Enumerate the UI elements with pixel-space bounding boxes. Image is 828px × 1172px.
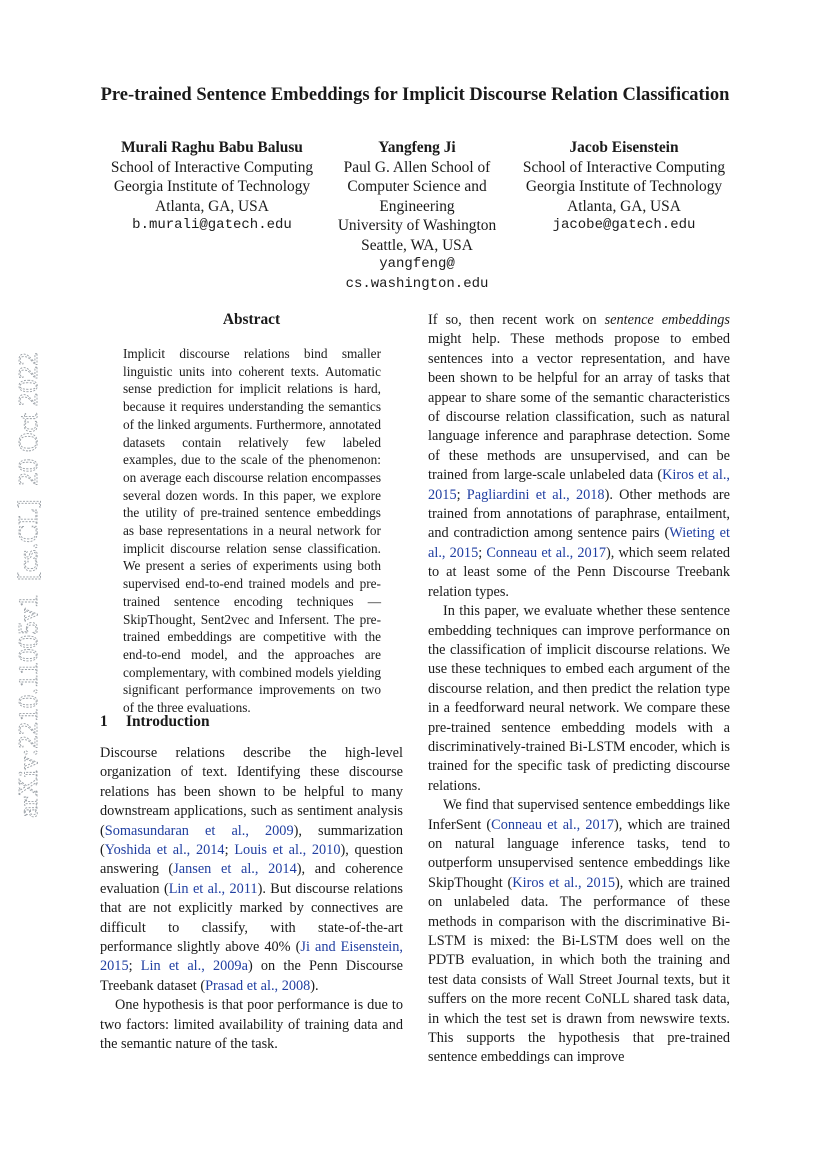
author-affiliation-line: Georgia Institute of Technology bbox=[113, 178, 311, 195]
citation-link[interactable]: Wieting et al., 2015 bbox=[428, 525, 731, 561]
author-name: Yangfeng Ji bbox=[378, 139, 456, 156]
citation-link[interactable]: Jansen et al., 2014 bbox=[173, 861, 297, 878]
text-span: ). Other methods are trained from annotations of paraphrase, entailment, and contradiction among sentence pairs ( bbox=[428, 486, 731, 542]
arxiv-identifier bbox=[2, 340, 50, 830]
text-span: might help. These methods propose to embed sentences into a vector representation, and have been shown to be helpful for an array of tasks that appear to share some of the semantic characteristics of discourse relation classification, such as natural language inference and paraphrase detection. Some of these methods are unsupervised, and can be trained from large-scale unlabeled data ( bbox=[428, 331, 730, 484]
author-name: Murali Raghu Babu Balusu bbox=[121, 139, 303, 156]
paragraph bbox=[428, 796, 730, 1068]
citation-link[interactable]: Conneau et al., 2017 bbox=[486, 544, 606, 561]
paper-title: Pre-trained Sentence Embeddings for Implicit Discourse Relation Classification bbox=[100, 85, 730, 105]
citation-link[interactable]: Lin et al., 2009a bbox=[140, 958, 248, 975]
text-span: ), and coherence evaluation ( bbox=[100, 861, 404, 897]
text-span: ), summarization ( bbox=[100, 822, 404, 859]
section-title: Introduction bbox=[126, 713, 210, 730]
citation-link[interactable]: Somasundaran et al., 2009 bbox=[104, 822, 294, 839]
left-column-body bbox=[100, 744, 403, 1055]
citation-link[interactable]: Louis et al., 2010 bbox=[234, 842, 341, 859]
paragraph: In this paper, we evaluate whether these sentence embedding techniques can improve performance on the classification of implicit discourse relations. We use these techniques to embed each argument of the discourse relation, and then predict the relation type in a feedforward neural network. We compare these pre-trained sentence embedding models with a discriminatively-trained Bi-LSTM encoder, which is trained for the specific task of predicting discourse relations. bbox=[428, 603, 730, 794]
author-affiliation-line: Atlanta, GA, USA bbox=[155, 197, 269, 215]
author-email: b.murali@gatech.edu bbox=[132, 217, 292, 233]
text-span: If so, then recent work on bbox=[428, 312, 605, 328]
right-column-body bbox=[428, 311, 730, 1068]
author-email: jacobe@gatech.edu bbox=[552, 217, 696, 233]
text-span: ) on the Penn Discourse Treebank dataset ( bbox=[100, 958, 404, 994]
author-affiliation-line: Computer Science and bbox=[347, 178, 487, 195]
citation-link[interactable]: Pagliardini et al., 2018 bbox=[466, 486, 605, 503]
author-email: cs.washington.edu bbox=[345, 275, 489, 292]
citation-link[interactable]: Ji and Eisenstein, 2015 bbox=[100, 939, 404, 975]
text-span: We find that supervised sentence embeddings like InferSent ( bbox=[428, 797, 730, 833]
section-number: 1 bbox=[100, 713, 108, 730]
author-email: yangfeng@ bbox=[379, 256, 455, 272]
citation-link[interactable]: Kiros et al., 2015 bbox=[512, 874, 616, 891]
author-affiliation-line: Georgia Institute of Technology bbox=[525, 178, 723, 195]
text-span: ). But discourse relations that are not explicitly marked by connectives are difficult to classify, with state-of-the-art performance slightly above 40% ( bbox=[100, 880, 403, 956]
arxiv-identifier-text: arXiv:2210.11005v1 [cs.CL] 20 Oct 2022 bbox=[13, 352, 43, 818]
text-span: ), question answering ( bbox=[100, 842, 404, 878]
emphasis-text: sentence embeddings bbox=[604, 312, 730, 328]
text-span: ), which seem related to at least some of the Penn Discourse Treebank relation types. bbox=[428, 544, 730, 600]
abstract-heading: Abstract bbox=[222, 311, 281, 328]
citation-link[interactable]: Yoshida et al., 2014 bbox=[104, 842, 225, 859]
author-affiliation-line: Seattle, WA, USA bbox=[361, 236, 473, 254]
text-span: ; bbox=[478, 544, 487, 561]
text-span: ). bbox=[310, 977, 319, 994]
text-span: Discourse relations describe the high-level organization of text. Identifying these discourse relations has been shown to be helpful to many downstream applications, such as sentiment analysis ( bbox=[100, 745, 403, 839]
text-span: ), which are trained on natural language inference tasks, tend to outperform unsupervised sentence embeddings like SkipThought ( bbox=[428, 816, 731, 891]
text-span: ; bbox=[224, 842, 235, 859]
paragraph bbox=[100, 744, 403, 996]
author-affiliation-line: Atlanta, GA, USA bbox=[567, 197, 681, 215]
paragraph bbox=[428, 311, 730, 602]
citation-link[interactable]: Prasad et al., 2008 bbox=[205, 977, 311, 994]
citation-link[interactable]: Kiros et al., 2015 bbox=[428, 467, 730, 503]
abstract-text: Implicit discourse relations bind smaller linguistic units into coherent texts. Automatic sense prediction for implicit relations is hard, because it requires understanding the semantics of the linked arguments. Furthermore, annotated datasets contain relatively few labeled examples, due to the scale of the phenomenon: on average each discourse relation encompasses several dozen words. In this paper, we explore the utility of pre-trained sentence embeddings as base representations in a neural network for implicit discourse relation sense classification. We present a series of experiments using both supervised end-to-end trained models and pre-trained sentence encoding techniques — SkipThought, Sent2vec and Infersent. The pre-trained embeddings are competitive with the end-to-end model, and the approaches are complementary, with combined models yielding significant performance improvements on two of the three evaluations. bbox=[123, 346, 381, 716]
author-block-1 bbox=[98, 138, 326, 236]
section-heading-introduction bbox=[100, 713, 210, 731]
citation-link[interactable]: Conneau et al., 2017 bbox=[491, 816, 614, 833]
text-span: ; bbox=[128, 958, 141, 975]
author-name: Jacob Eisenstein bbox=[569, 139, 679, 156]
author-block-3 bbox=[508, 138, 740, 236]
author-affiliation-line: University of Washington bbox=[337, 217, 497, 234]
author-block-2 bbox=[326, 138, 508, 294]
paragraph: One hypothesis is that poor performance is due to two factors: limited availability of training data and the semantic nature of the task. bbox=[100, 997, 403, 1053]
author-affiliation-line: Engineering bbox=[379, 197, 455, 215]
text-span: ), which are trained on unlabeled data. The performance of these methods in comparison with the discriminative Bi-LSTM is mixed: the Bi-LSTM does well on the PDTB evaluation, in which both the training and test data consists of Wall Street Journal texts, but it suffers on the more recent CoNLL shared task data, in which the test set is drawn from newswire texts. This supports the hypothesis that pre-trained sentence embeddings can improve bbox=[428, 874, 730, 1066]
author-affiliation-line: School of Interactive Computing bbox=[110, 158, 314, 176]
author-affiliation-line: Paul G. Allen School of bbox=[343, 158, 491, 176]
text-span: ; bbox=[456, 486, 467, 503]
citation-link[interactable]: Lin et al., 2011 bbox=[168, 880, 258, 897]
author-affiliation-line: School of Interactive Computing bbox=[522, 158, 726, 176]
